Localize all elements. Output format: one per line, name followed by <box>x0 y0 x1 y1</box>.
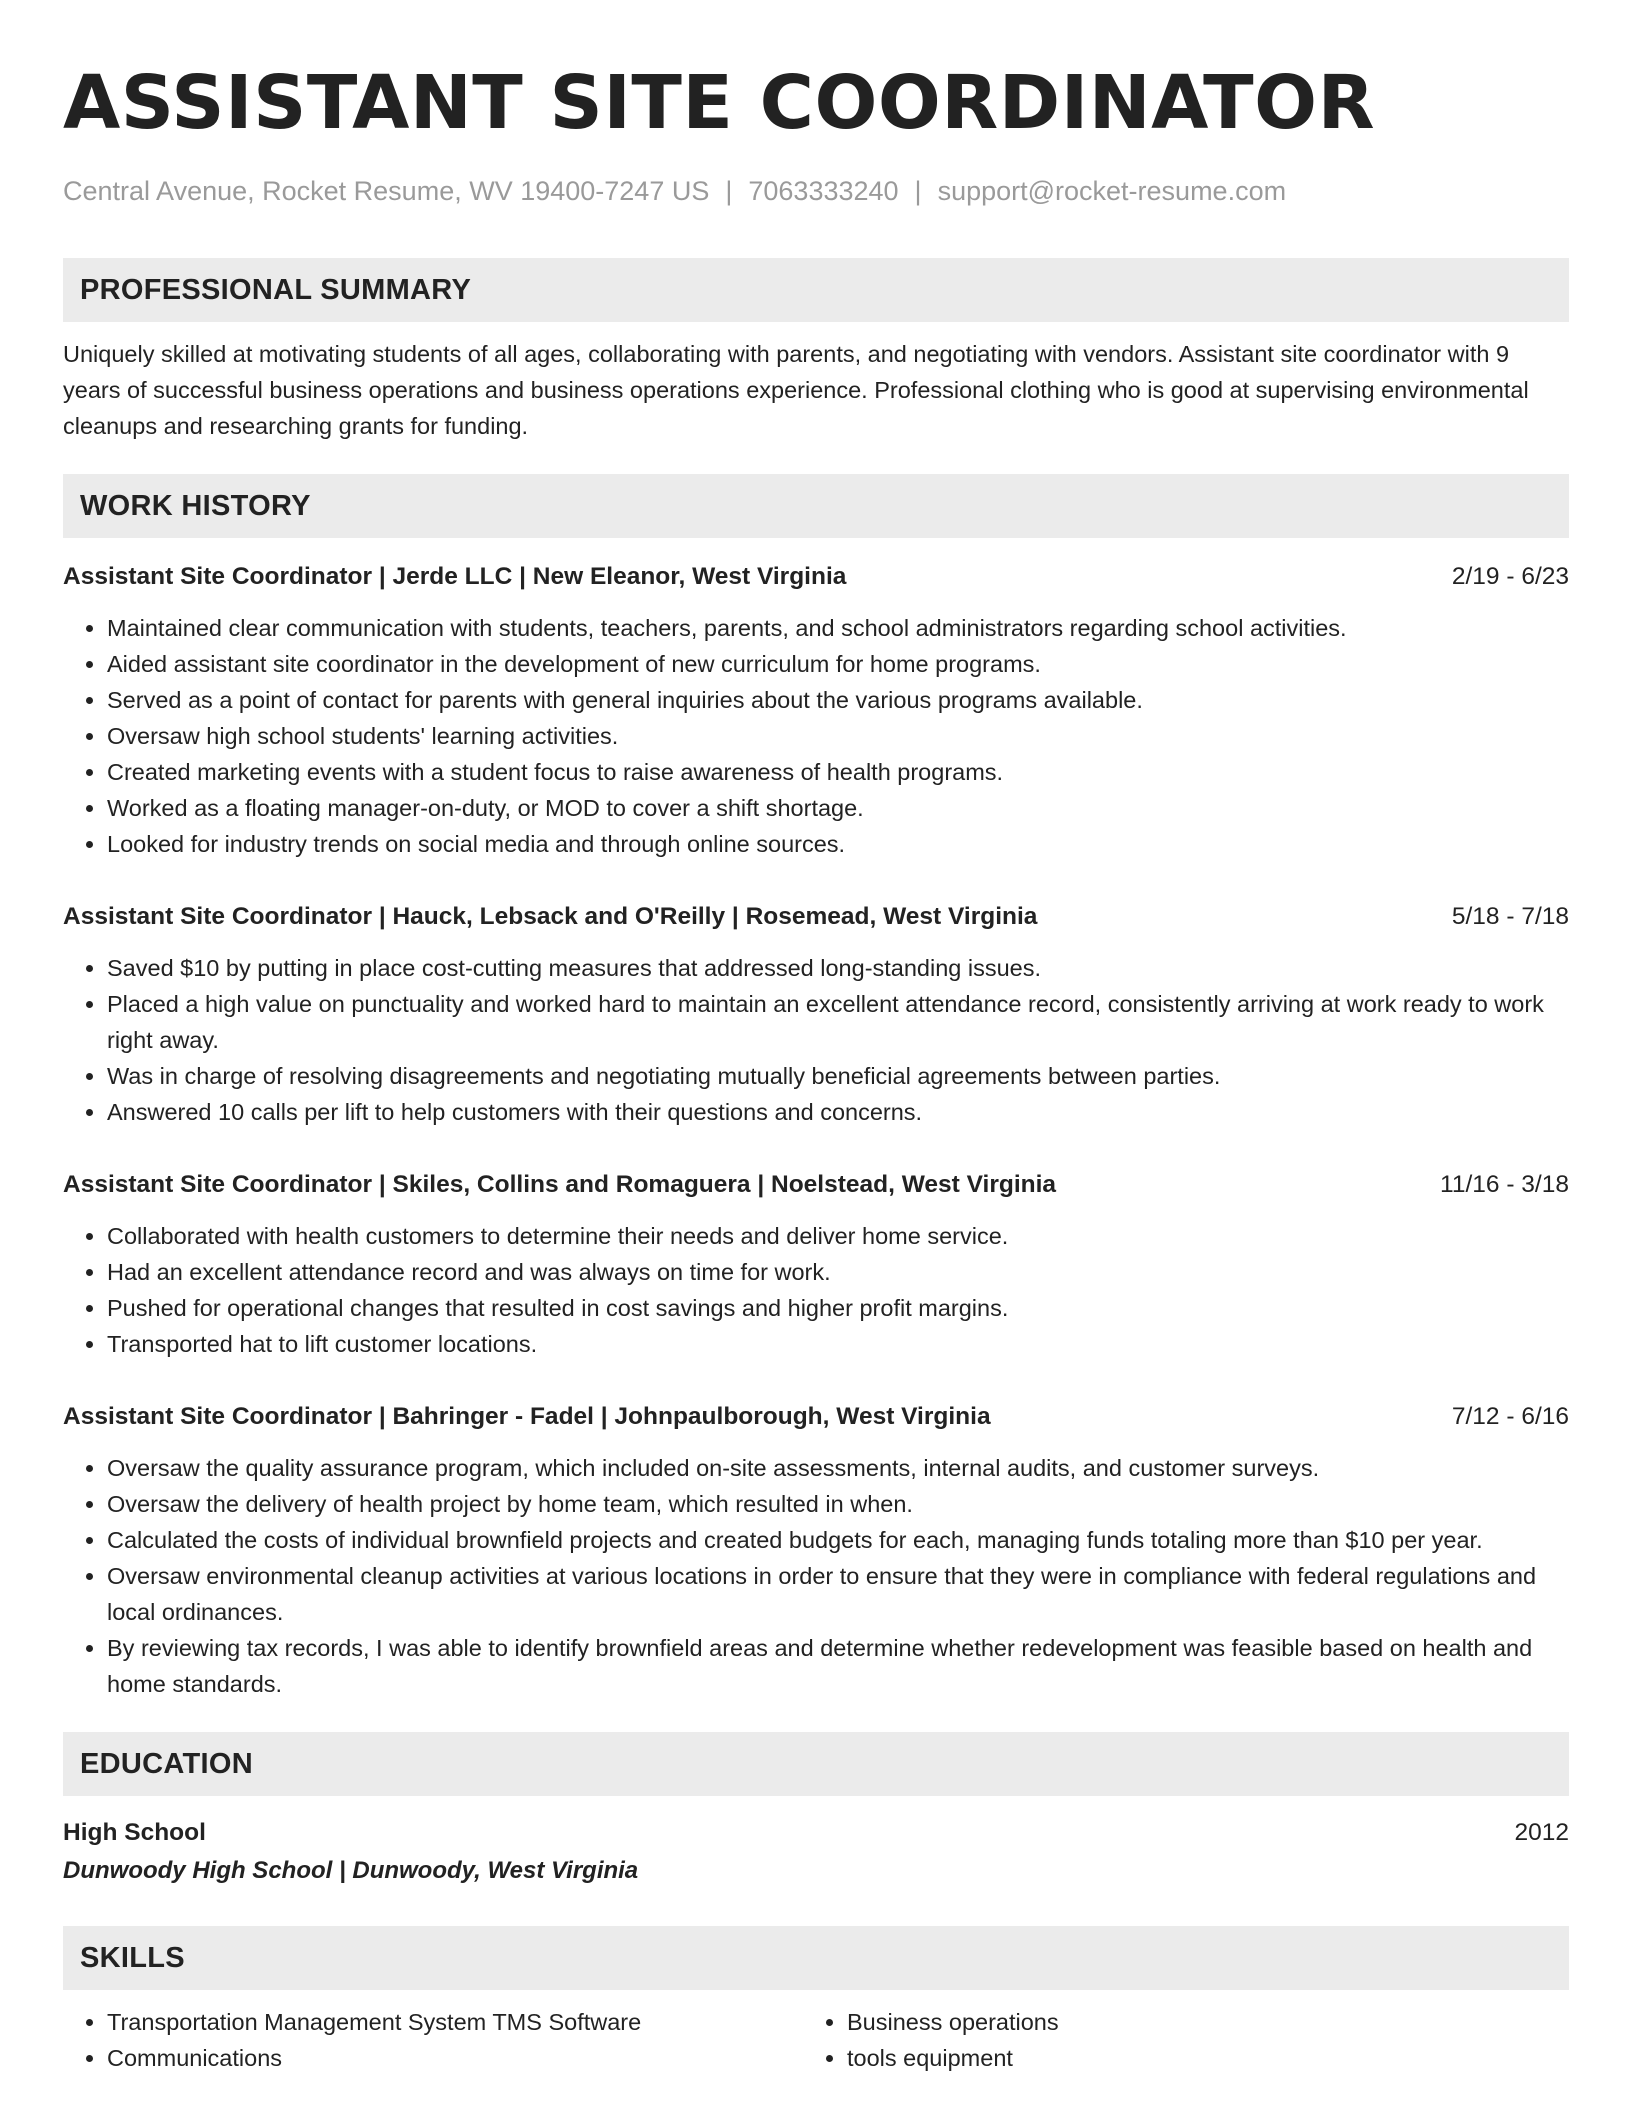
job-bullets <box>63 1450 1569 1702</box>
work-history-list <box>63 560 1569 1702</box>
section-header-education: EDUCATION <box>63 1732 1569 1796</box>
job-bullet: • Had an excellent attendance record and was always on time for work. <box>107 1254 1569 1290</box>
job-bullet: • Served as a point of contact for parents with general inquiries about the various programs available. <box>107 682 1569 718</box>
job-bullet: • Worked as a floating manager-on-duty, or MOD to cover a shift shortage. <box>107 790 1569 826</box>
job-dates: 2/19 - 6/23 <box>1451 563 1569 590</box>
job-entry <box>63 1168 1569 1362</box>
contact-line <box>63 174 1569 208</box>
contact-email: support@rocket-resume.com <box>937 176 1287 206</box>
job-bullets <box>63 1218 1569 1362</box>
job-title: Assistant Site Coordinator | Hauck, Lebsack and O'Reilly | Rosemead, West Virginia <box>63 903 1038 930</box>
contact-phone: 7063333240 <box>748 176 899 206</box>
education-degree: High School <box>63 1819 206 1846</box>
education-row <box>63 1816 1569 1850</box>
summary-text: Uniquely skilled at motivating students of all ages, collaborating with parents, and negotiating with vendors. Assistant site coordinator with 9 years of successful business operations and business operations experience. Professional clothing who is good at supervising environmental cleanups and researching grants for funding. <box>63 341 1529 439</box>
job-header <box>63 900 1569 934</box>
resume-name: ASSISTANT SITE COORDINATOR <box>63 60 1376 146</box>
contact-separator: | <box>725 176 733 206</box>
job-bullet: • Looked for industry trends on social media and through online sources. <box>107 826 1569 862</box>
skill-item: • Transportation Management System TMS Software <box>107 2004 803 2040</box>
job-bullets <box>63 610 1569 862</box>
contact-separator: | <box>914 176 922 206</box>
skill-item: • Communications <box>107 2040 803 2076</box>
job-dates: 5/18 - 7/18 <box>1451 903 1569 930</box>
job-bullet: • By reviewing tax records, I was able to identify brownfield areas and determine whether redevelopment was feasible based on health and home standards. <box>107 1630 1569 1702</box>
skill-item: • tools equipment <box>847 2040 1543 2076</box>
job-entry <box>63 1400 1569 1702</box>
job-bullet: • Created marketing events with a student focus to raise awareness of health programs. <box>107 754 1569 790</box>
job-bullet: • Aided assistant site coordinator in the development of new curriculum for home programs. <box>107 646 1569 682</box>
job-bullet: • Oversaw the delivery of health project by home team, which resulted in when. <box>107 1486 1569 1522</box>
job-bullet: • Collaborated with health customers to determine their needs and deliver home service. <box>107 1218 1569 1254</box>
job-title: Assistant Site Coordinator | Jerde LLC | New Eleanor, West Virginia <box>63 563 847 590</box>
job-header <box>63 1400 1569 1434</box>
job-dates: 11/16 - 3/18 <box>1440 1171 1569 1198</box>
job-header <box>63 560 1569 594</box>
job-bullet: • Calculated the costs of individual brownfield projects and created budgets for each, managing funds totaling more than $10 per year. <box>107 1522 1569 1558</box>
job-title: Assistant Site Coordinator | Bahringer - Fadel | Johnpaulborough, West Virginia <box>63 1403 991 1430</box>
job-bullet: • Placed a high value on punctuality and worked hard to maintain an excellent attendance record, consistently arriving at work ready to work right away. <box>107 986 1569 1058</box>
job-bullet: • Oversaw environmental cleanup activities at various locations in order to ensure that they were in compliance with federal regulations and local ordinances. <box>107 1558 1569 1630</box>
job-entry <box>63 900 1569 1130</box>
skills-list-right <box>803 2004 1543 2076</box>
skill-item: • Business operations <box>847 2004 1543 2040</box>
education-school: Dunwoody High School | Dunwoody, West Virginia <box>63 1857 639 1884</box>
skills-columns <box>63 2004 1569 2076</box>
job-header <box>63 1168 1569 1202</box>
contact-address: Central Avenue, Rocket Resume, WV 19400-7247 US <box>63 176 710 206</box>
job-bullet: • Transported hat to lift customer locations. <box>107 1326 1569 1362</box>
job-bullet: • Saved $10 by putting in place cost-cutting measures that addressed long-standing issues. <box>107 950 1569 986</box>
job-bullet: • Oversaw high school students' learning activities. <box>107 718 1569 754</box>
section-header-work-history: WORK HISTORY <box>63 474 1569 538</box>
job-bullet: • Maintained clear communication with students, teachers, parents, and school administrators regarding school activities. <box>107 610 1569 646</box>
section-header-summary: PROFESSIONAL SUMMARY <box>63 258 1569 322</box>
job-bullet: • Answered 10 calls per lift to help customers with their questions and concerns. <box>107 1094 1569 1130</box>
job-bullet: • Oversaw the quality assurance program, which included on-site assessments, internal audits, and customer surveys. <box>107 1450 1569 1486</box>
job-entry <box>63 560 1569 862</box>
section-header-skills: SKILLS <box>63 1926 1569 1990</box>
job-bullet: • Was in charge of resolving disagreements and negotiating mutually beneficial agreements between parties. <box>107 1058 1569 1094</box>
job-bullet: • Pushed for operational changes that resulted in cost savings and higher profit margins. <box>107 1290 1569 1326</box>
job-title: Assistant Site Coordinator | Skiles, Collins and Romaguera | Noelstead, West Virginia <box>63 1171 1057 1198</box>
job-dates: 7/12 - 6/16 <box>1451 1403 1569 1430</box>
job-bullets <box>63 950 1569 1130</box>
education-year: 2012 <box>1514 1819 1569 1846</box>
skills-list-left <box>63 2004 803 2076</box>
